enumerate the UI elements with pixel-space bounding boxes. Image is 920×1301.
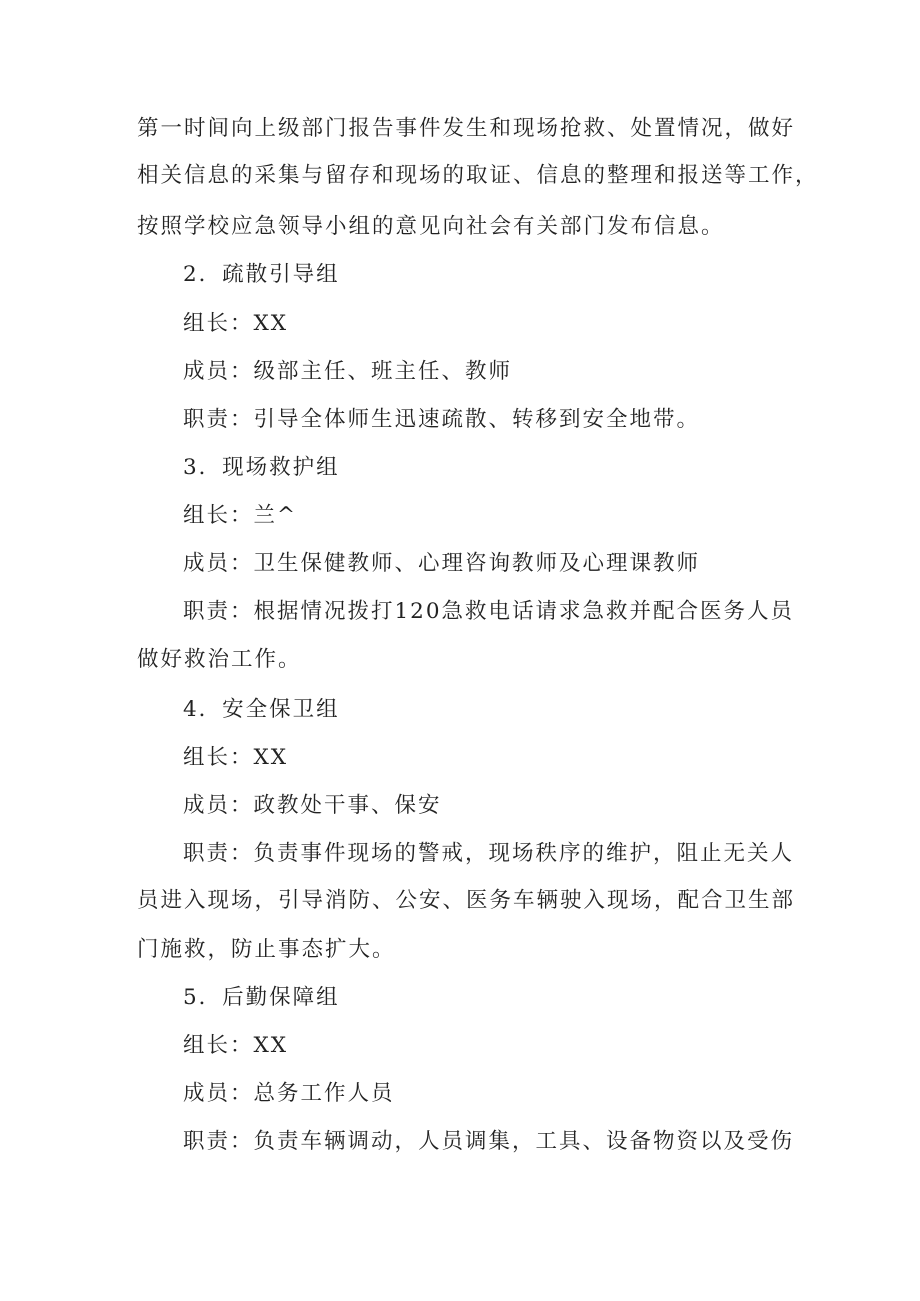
rescue-leader: 组长：兰^	[183, 503, 298, 528]
section-heading-rescue: 3．现场救护组	[183, 455, 340, 480]
evacuation-leader: 组长：XX	[183, 311, 289, 336]
logistics-leader: 组长：XX	[183, 1033, 289, 1058]
rescue-duties-line-1: 职责：根据情况拨打120急救电话请求急救并配合医务人员	[183, 599, 795, 624]
rescue-duties-line-2: 做好救治工作。	[137, 647, 302, 672]
rescue-members: 成员：卫生保健教师、心理咨询教师及心理课教师	[183, 551, 701, 576]
security-leader: 组长：XX	[183, 745, 289, 770]
security-duties-line-3: 门施救，防止事态扩大。	[137, 937, 396, 962]
section-heading-logistics: 5．后勤保障组	[183, 985, 340, 1010]
paragraph-continuation-line-1: 第一时间向上级部门报告事件发生和现场抢救、处置情况，做好	[137, 116, 796, 141]
security-members: 成员：政教处干事、保安	[183, 793, 442, 818]
paragraph-continuation-line-2: 相关信息的采集与留存和现场的取证、信息的整理和报送等工作，	[137, 163, 819, 188]
section-heading-security: 4．安全保卫组	[183, 697, 340, 722]
evacuation-members: 成员：级部主任、班主任、教师	[183, 359, 513, 384]
section-heading-evacuation: 2．疏散引导组	[183, 262, 340, 287]
evacuation-duties: 职责：引导全体师生迅速疏散、转移到安全地带。	[183, 407, 701, 432]
security-duties-line-2: 员进入现场，引导消防、公安、医务车辆驶入现场，配合卫生部	[137, 888, 796, 913]
logistics-duties-line-1: 职责：负责车辆调动，人员调集，工具、设备物资以及受伤	[183, 1129, 795, 1154]
paragraph-continuation-line-3: 按照学校应急领导小组的意见向社会有关部门发布信息。	[137, 214, 725, 239]
security-duties-line-1: 职责：负责事件现场的警戒，现场秩序的维护，阻止无关人	[183, 841, 795, 866]
logistics-members: 成员：总务工作人员	[183, 1081, 395, 1106]
